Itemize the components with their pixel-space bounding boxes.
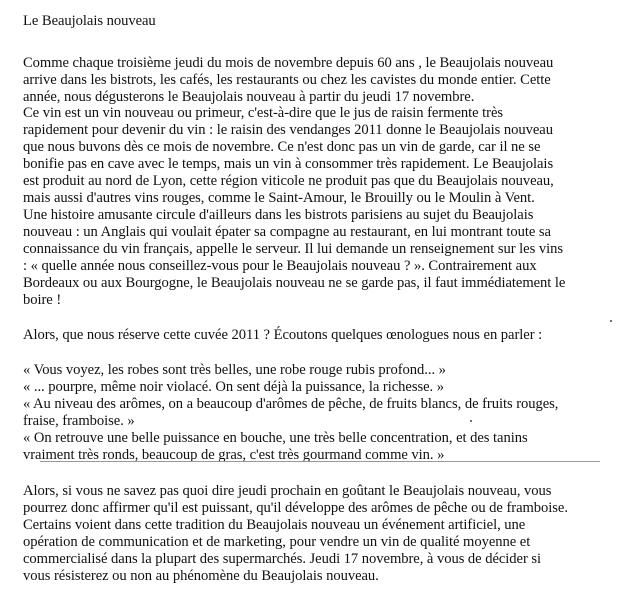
text-line: Bordeaux ou aux Bourgogne, le Beaujolais nouveau ne se garde pas, il faut immédiatement le xyxy=(23,275,566,291)
quote-line: vraiment très ronds, beaucoup de gras, c'est très gourmand comme vin. » xyxy=(23,447,445,463)
quote-line: « Vous voyez, les robes sont très belles, une robe rouge rubis profond... » xyxy=(23,362,446,378)
quote-line: fraise, framboise. » xyxy=(23,413,135,429)
text-line: opération de communication et de marketing, pour vendre un vin de qualité moyenne et xyxy=(23,534,531,550)
text-line: Une histoire amusante circule d'ailleurs dans les bistrots parisiens au sujet du Beaujolais xyxy=(23,207,534,223)
text-line: Alors, si vous ne savez pas quoi dire jeudi prochain en goûtant le Beaujolais nouveau, vous xyxy=(23,483,552,499)
text-line: Certains voient dans cette tradition du Beaujolais nouveau un événement artificiel, une xyxy=(23,517,526,533)
document-title: Le Beaujolais nouveau xyxy=(23,13,156,29)
text-line: est produit au nord de Lyon, cette région viticole ne produit pas que du Beaujolais nouveau, xyxy=(23,173,554,189)
text-line: connaissance du vin français, appelle le serveur. Il lui demande un renseignement sur les vins xyxy=(23,241,563,257)
scan-speck xyxy=(470,420,472,422)
text-line: rapidement pour devenir du vin : le raisin des vendanges 2011 donne le Beaujolais nouveau xyxy=(23,122,553,138)
scan-speck xyxy=(610,320,612,322)
quote-line: « Au niveau des arômes, on a beaucoup d'arômes de pêche, de fruits blancs, de fruits rouges, xyxy=(23,396,559,412)
scan-line-artifact xyxy=(40,461,600,462)
text-line: mais aussi d'autres vins rouges, comme le Saint-Amour, le Brouilly ou le Moulin à Vent. xyxy=(23,190,535,206)
text-line: commercialisé dans la plupart des supermarchés. Jeudi 17 novembre, à vous de décider si xyxy=(23,551,542,567)
text-line: pourrez donc affirmer qu'il est puissant, qu'il développe des arômes de pêche ou de framboise. xyxy=(23,500,568,516)
text-line: : « quelle année nous conseillez-vous pour le Beaujolais nouveau ? ». Contrairement aux xyxy=(23,258,537,274)
text-line: boire ! xyxy=(23,292,62,308)
text-line: arrive dans les bistrots, les cafés, les restaurants ou chez les cavistes du monde entier. Cette xyxy=(23,72,551,88)
text-line: nouveau : un Anglais qui voulait épater sa compagne au restaurant, en lui montrant toute sa xyxy=(23,224,551,240)
text-line: année, nous dégusterons le Beaujolais nouveau à partir du jeudi 17 novembre. xyxy=(23,89,475,105)
text-line: Alors, que nous réserve cette cuvée 2011 ? Écoutons quelques œnologues nous en parler : xyxy=(23,327,543,343)
text-line: Ce vin est un vin nouveau ou primeur, c'est-à-dire que le jus de raisin fermente très xyxy=(23,105,504,121)
text-line: bonifie pas en cave avec le temps, mais un vin à consommer très rapidement. Le Beaujolais xyxy=(23,156,554,172)
text-line: Comme chaque troisième jeudi du mois de novembre depuis 60 ans , le Beaujolais nouveau xyxy=(23,55,554,71)
quote-line: « On retrouve une belle puissance en bouche, une très belle concentration, et des tanins xyxy=(23,430,528,446)
text-line: que nous buvons dès ce mois de novembre. Ce n'est donc pas un vin de garde, car il ne se xyxy=(23,139,541,155)
text-line: vous résisterez ou non au phénomène du Beaujolais nouveau. xyxy=(23,568,379,584)
quote-line: « ... pourpre, même noir violacé. On sent déjà la puissance, la richesse. » xyxy=(23,379,444,395)
